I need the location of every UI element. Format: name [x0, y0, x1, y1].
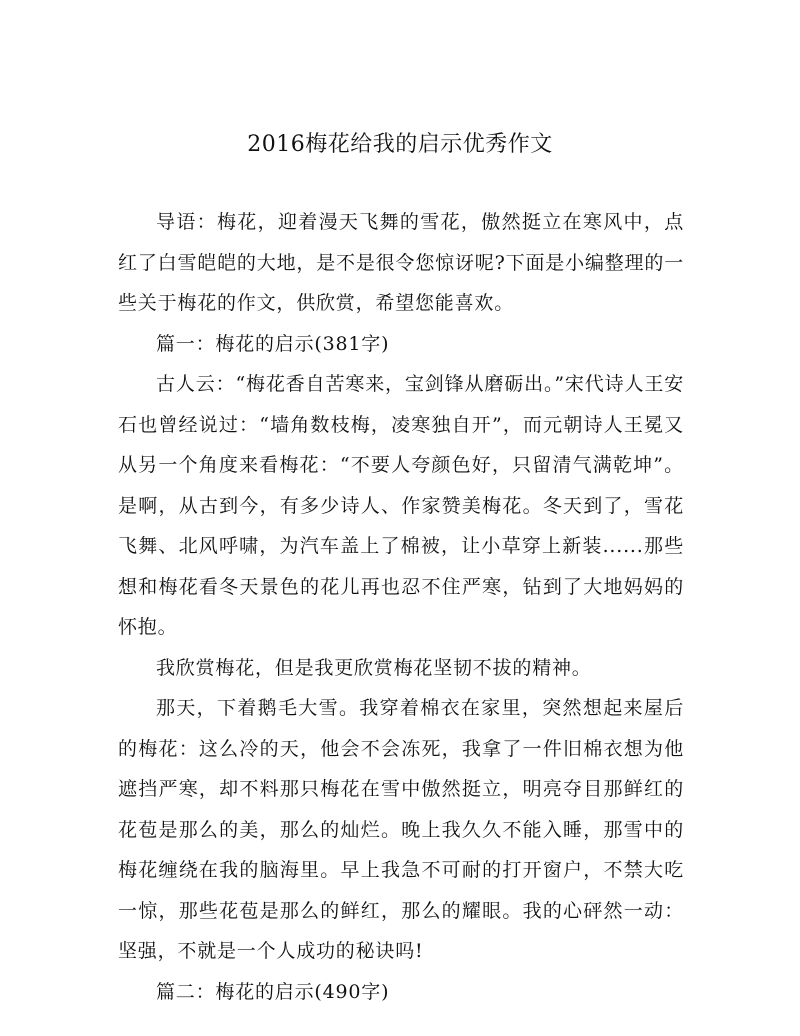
document-title: 2016梅花给我的启示优秀作文	[247, 132, 553, 157]
paragraph-intro: 导语：梅花，迎着漫天飞舞的雪花，傲然挺立在寒风中，点红了白雪皑皑的大地，是不是很令您惊讶呢?下面是小编整理的一些关于梅花的作文，供欣赏，希望您能喜欢。	[118, 211, 684, 314]
section-heading-2: 篇二：梅花的启示(490字)	[156, 980, 390, 1003]
section-heading-1: 篇一：梅花的启示(381字)	[156, 332, 390, 355]
paragraph: 古人云：“梅花香自苦寒来，宝剑锋从磨砺出。”宋代诗人王安石也曾经说过：“墙角数枝梅，凌寒独自开”，而元朝诗人王冕又从另一个角度来看梅花：“不要人夸颜色好，只留清气满乾坤”。是啊，从古到今，有多少诗人、作家赞美梅花。冬天到了，雪花飞舞、北风呼啸，为汽车盖上了棉被，让小草穿上新装......那些想和梅花看冬天景色的花儿再也忍不住严寒，钻到了大地妈妈的怀抱。	[118, 373, 684, 638]
paragraph: 那天，下着鹅毛大雪。我穿着棉衣在家里，突然想起来屋后的梅花：这么冷的天，他会不会冻死，我拿了一件旧棉衣想为他遮挡严寒，却不料那只梅花在雪中傲然挺立，明亮夺目那鲜红的花苞是那么的美，那么的灿烂。晚上我久久不能入睡，那雪中的梅花缠绕在我的脑海里。早上我急不可耐的打开窗户，不禁大吃一惊，那些花苞是那么的鲜红，那么的耀眼。我的心砰然一动：坚强，不就是一个人成功的秘诀吗!	[118, 697, 684, 962]
paragraph: 我欣赏梅花，但是我更欣赏梅花坚韧不拔的精神。	[156, 656, 592, 679]
document-body	[118, 202, 684, 1012]
